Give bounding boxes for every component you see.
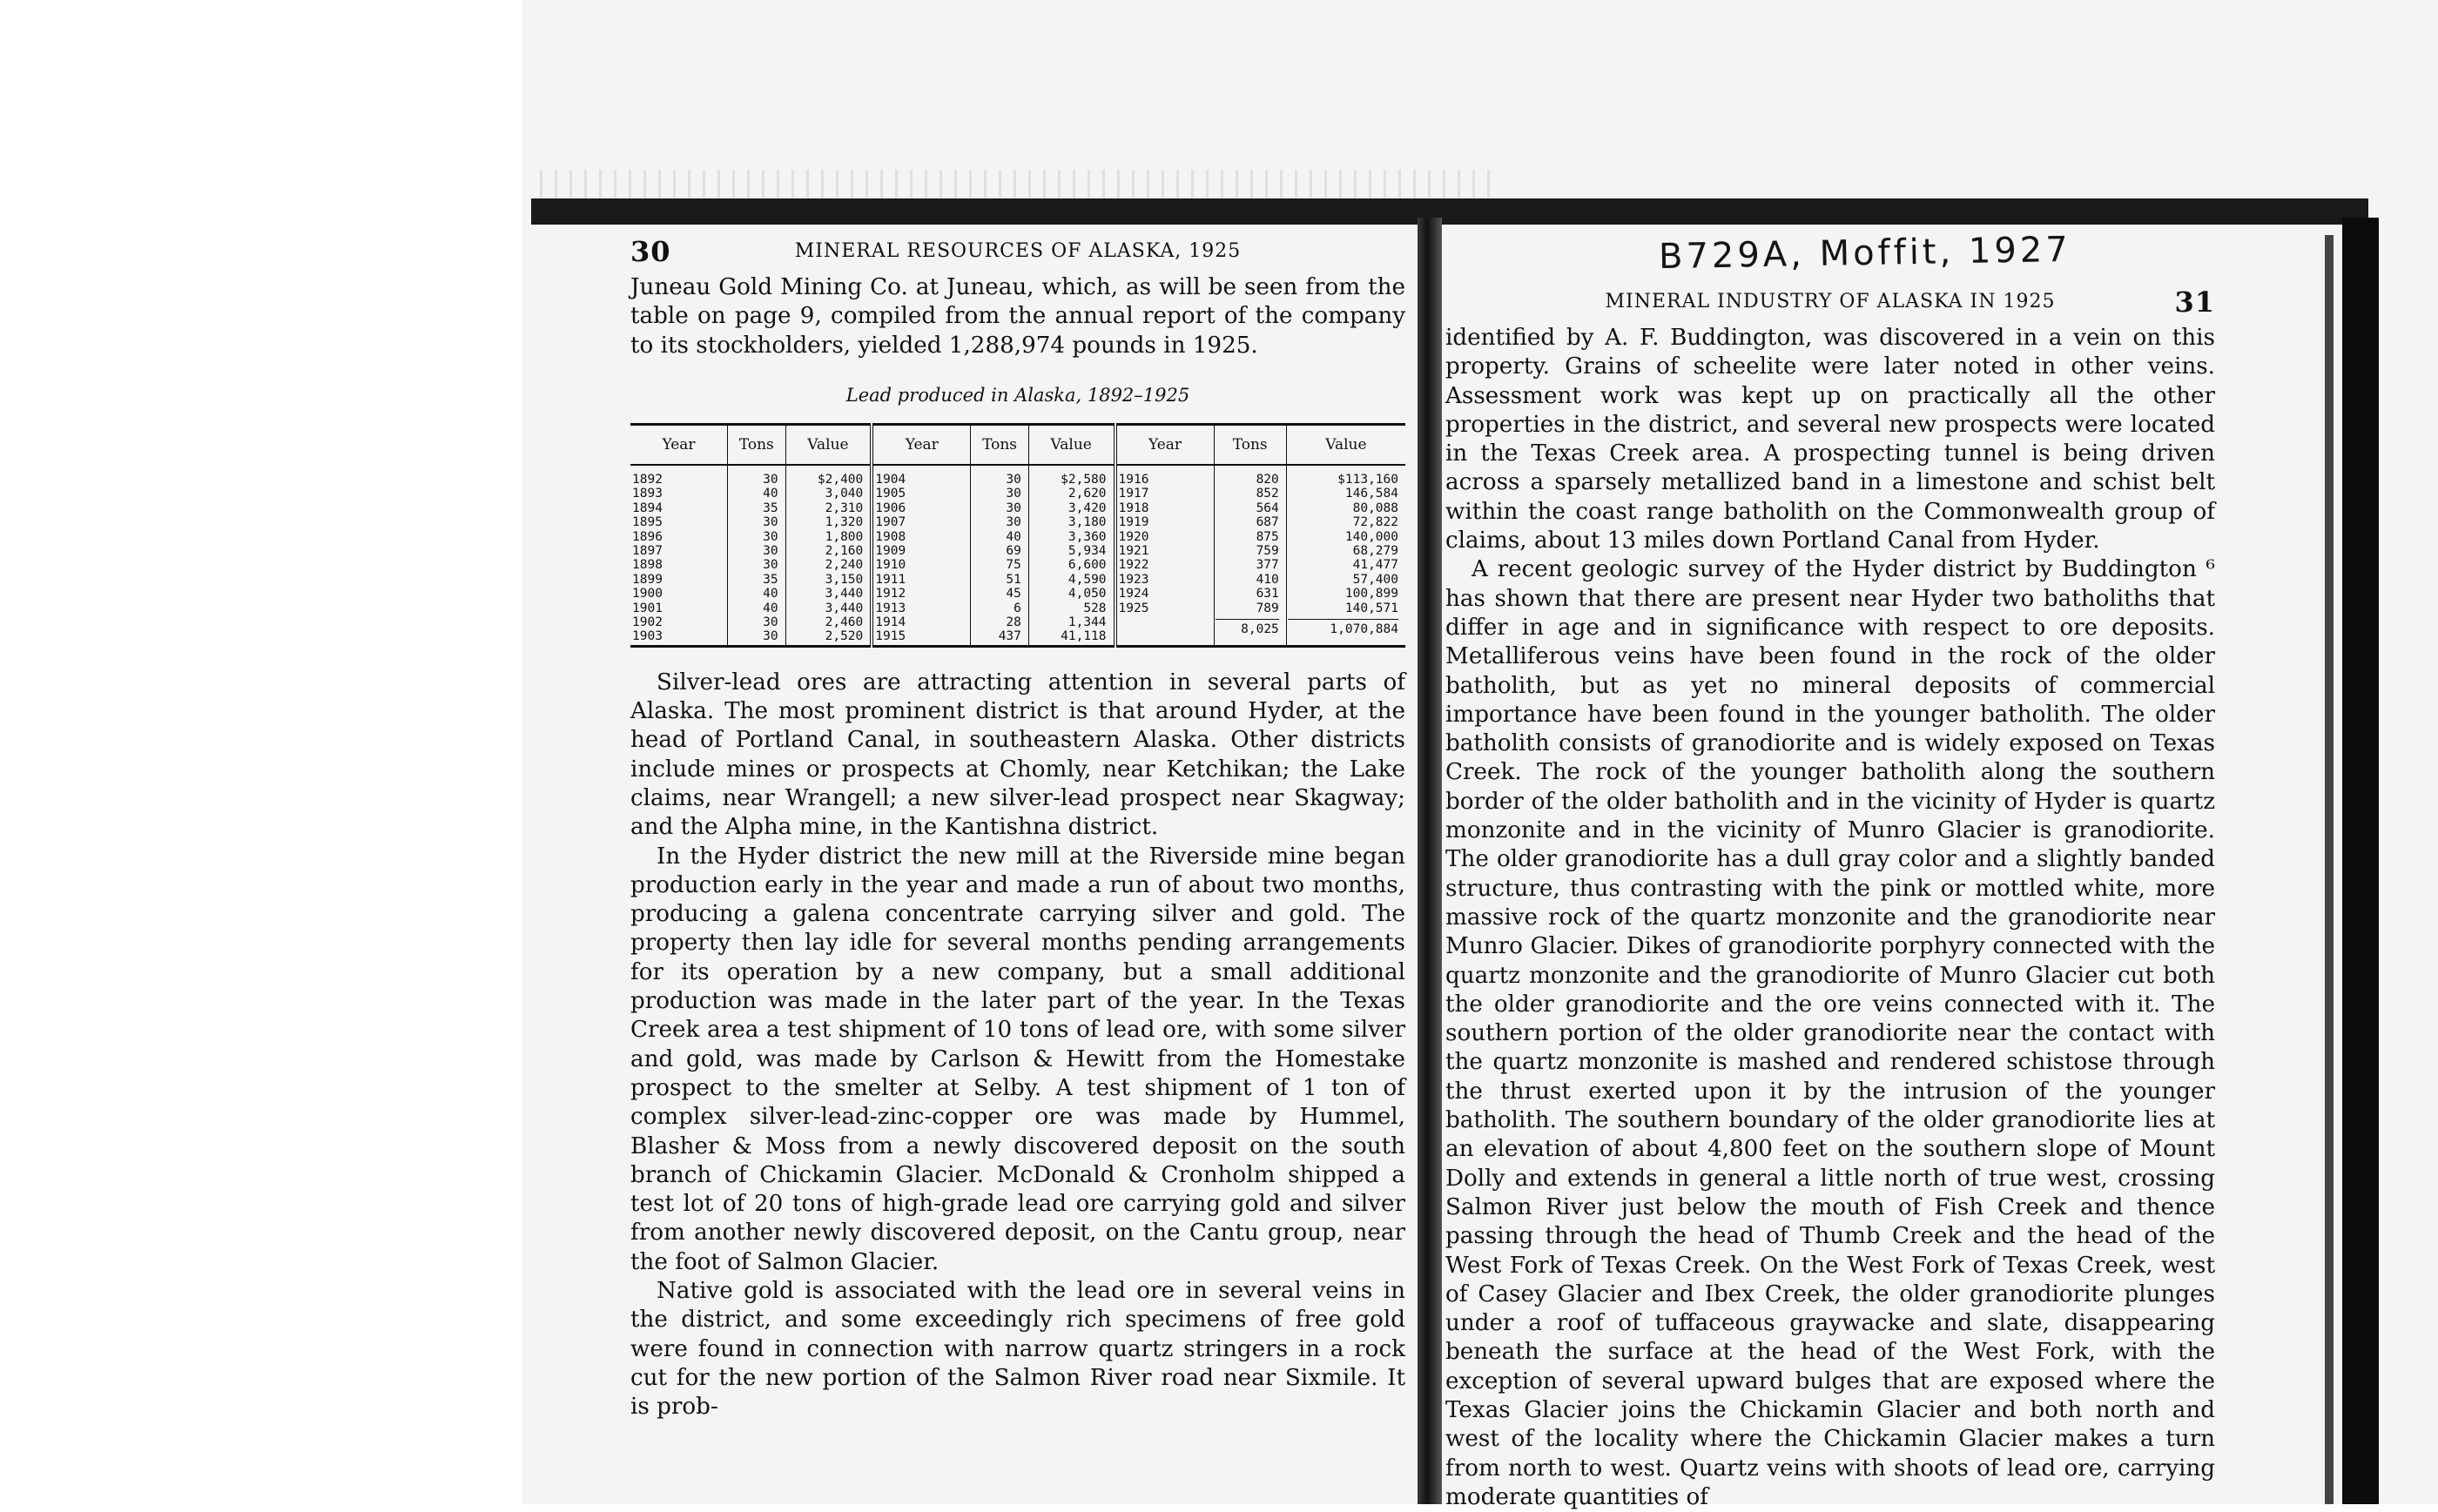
left-page [630,235,1405,1421]
left-running-head [630,235,1405,273]
header-value: Value [1286,424,1405,465]
years-1892-1903: 1892 1893 1894 1895 1896 1897 1898 1899 1900 1901 1902 1903 [630,465,728,646]
body-paragraph: Silver-lead ores are attracting attention in several parts of Alaska. The most prominent district is that around Hyder, at the head of Portland Canal, in southeastern Alaska. Other districts include mines or prospects at Chomly, near Ketchikan; the Lake claims, near Wrangell; a new silver-lead prospect near Skagway; and the Alpha mine, in the Kantishna district. [630,669,1405,841]
running-title: MINERAL INDUSTRY OF ALASKA IN 1925 [1605,291,2056,312]
table-caption: Lead produced in Alaska, 1892–1925 [845,384,1190,406]
tons-1892-1903: 30 40 35 30 30 30 30 35 40 40 30 30 [728,465,786,646]
header-year: Year [1115,424,1215,465]
values-1916-1925: $113,160 146,584 80,088 72,822 140,000 68,279 41,477 57,400 100,899 140,571 [1337,472,1398,615]
years-1904-1915: 1904 1905 1906 1907 1908 1909 1910 1911 1912 1913 1914 1915 [872,465,971,646]
running-title: MINERAL RESOURCES OF ALASKA, 1925 [794,240,1242,262]
book-spine-shadow [1418,218,1442,1504]
body-paragraph: identified by A. F. Buddington, was discovered in a vein on this property. Grains of scheelite were later noted in other veins. Assessment work was kept up on practically all the other properties in the district, and several new prospects were located in the Texas Creek area. A prospecting tunnel is being driven across a sparsely metallized band in a limestone and schist belt within the coast range batholith on the Commonwealth group of claims, about 13 miles down Portland Canal from Hyder. [1445,325,2215,554]
header-tons: Tons [1214,424,1286,465]
page-number: 31 [2174,286,2215,319]
right-running-head [1445,286,2215,324]
header-value: Value [785,424,872,465]
lead-production-table [630,423,1405,648]
table-body-row [630,465,1405,646]
right-page [1445,235,2215,1512]
values-1904-1915: $2,580 2,620 3,420 3,180 3,360 5,934 6,600 4,590 4,050 528 1,344 41,118 [1028,465,1115,646]
intro-paragraph: Juneau Gold Mining Co. at Juneau, which, as will be seen from the table on page 9, compiled from the annual report of the company to its stockholders, yielded 1,288,974 pounds in 1925. [630,274,1405,359]
header-year: Year [630,424,728,465]
values-1892-1903: $2,400 3,040 2,310 1,320 1,800 2,160 2,240 3,150 3,440 3,440 2,460 2,520 [785,465,872,646]
header-year: Year [872,424,971,465]
book-cover-edge [2342,218,2379,1504]
values-1916-1925-cell [1286,465,1405,646]
body-paragraph: Native gold is associated with the lead ore in several veins in the district, and some exceedingly rich specimens of free gold were found in connection with narrow quartz stringers in a rock cut for the new portion of the Salmon River road near Sixmile. It is prob- [630,1278,1405,1421]
body-paragraph: A recent geologic survey of the Hyder district by Buddington ⁶ has shown that there are present near Hyder two batholiths that differ in age and in significance with respect to ore deposits. Metalliferous veins have been found in the rock of the older batholith, but as yet no mineral deposits of commercial importance have been found in the younger batholith. The older batholith consists of granodiorite and is widely exposed on Texas Creek. The rock of the younger batholith along the southern border of the older batholith and in the vicinity of Hyder is quartz monzonite and in the vicinity of Munro Glacier is granodiorite. The older granodiorite has a dull gray color and a slightly banded structure, thus contrasting with the pink or mottled white, more massive rock of the quartz monzonite and the granodiorite near Munro Glacier. Dikes of granodiorite porphyry connected with the quartz monzonite and the granodiorite of Munro Glacier cut both the older granodiorite and the ore veins connected with it. The southern portion of the older granodiorite near the contact with the quartz monzonite is mashed and rendered schistose through the thrust exerted upon it by the intrusion of the younger batholith. The southern boundary of the older granodiorite lies at an elevation of about 4,800 feet on the southern slope of Mount Dolly and extends in general a little north of true west, crossing Salmon River just below the mouth of Fish Creek and thence passing through the head of Thumb Creek and the head of the West Fork of Texas Creek. On the West Fork of Texas Creek, west of Casey Glacier and Ibex Creek, the older granodiorite plunges under a roof of tuffaceous graywacke and slate, disappearing beneath the surface at the head of the West Fork, with the exception of several upward bulges that are exposed where the Texas Glacier joins the Chickamin Glacier and both north and west of the locality where the Chickamin Glacier makes a turn from north to west. Quartz veins with shoots of lead ore, carrying moderate quantities of [1445,556,2215,1510]
header-value: Value [1028,424,1115,465]
table-header-row [630,424,1405,465]
tons-1916-1925-cell [1214,465,1286,646]
scan-noise-top [540,170,1498,199]
header-tons: Tons [728,424,786,465]
page-edge-shadow [2325,235,2334,1504]
header-tons: Tons [971,424,1029,465]
handwritten-annotation: B729A, Moffit, 1927 [1658,229,2072,278]
scan-dark-top-band [531,198,2368,225]
total-tons: 8,025 [1216,619,1279,636]
page-number: 30 [630,235,671,268]
tons-1904-1915: 30 30 30 30 40 69 75 51 45 6 28 437 [971,465,1029,646]
tons-1916-1925: 820 852 564 687 875 759 377 410 631 789 [1256,472,1279,615]
years-1916-1925: 1916 1917 1918 1919 1920 1921 1922 1923 1924 1925 [1115,465,1215,646]
body-paragraph: In the Hyder district the new mill at the Riverside mine began production early in the year and made a run of about two months, producing a galena concentrate carrying silver and gold. The property then lay idle for several months pending arrangements for its operation by a new company, but a small additional production was made in the later part of the year. In the Texas Creek area a test shipment of 10 tons of lead ore, with some silver and gold, was made by Carlson & Hewitt from the Homestake prospect to the smelter at Selby. A test shipment of 1 ton of complex silver-lead-zinc-copper ore was made by Hummel, Blasher & Moss from a newly discovered deposit on the south branch of Chickamin Glacier. McDonald & Cronholm shipped a test lot of 20 tons of high-grade lead ore carrying gold and silver from another newly discovered deposit, on the Cantu group, near the foot of Salmon Glacier. [630,843,1405,1275]
total-value: 1,070,884 [1288,619,1398,636]
